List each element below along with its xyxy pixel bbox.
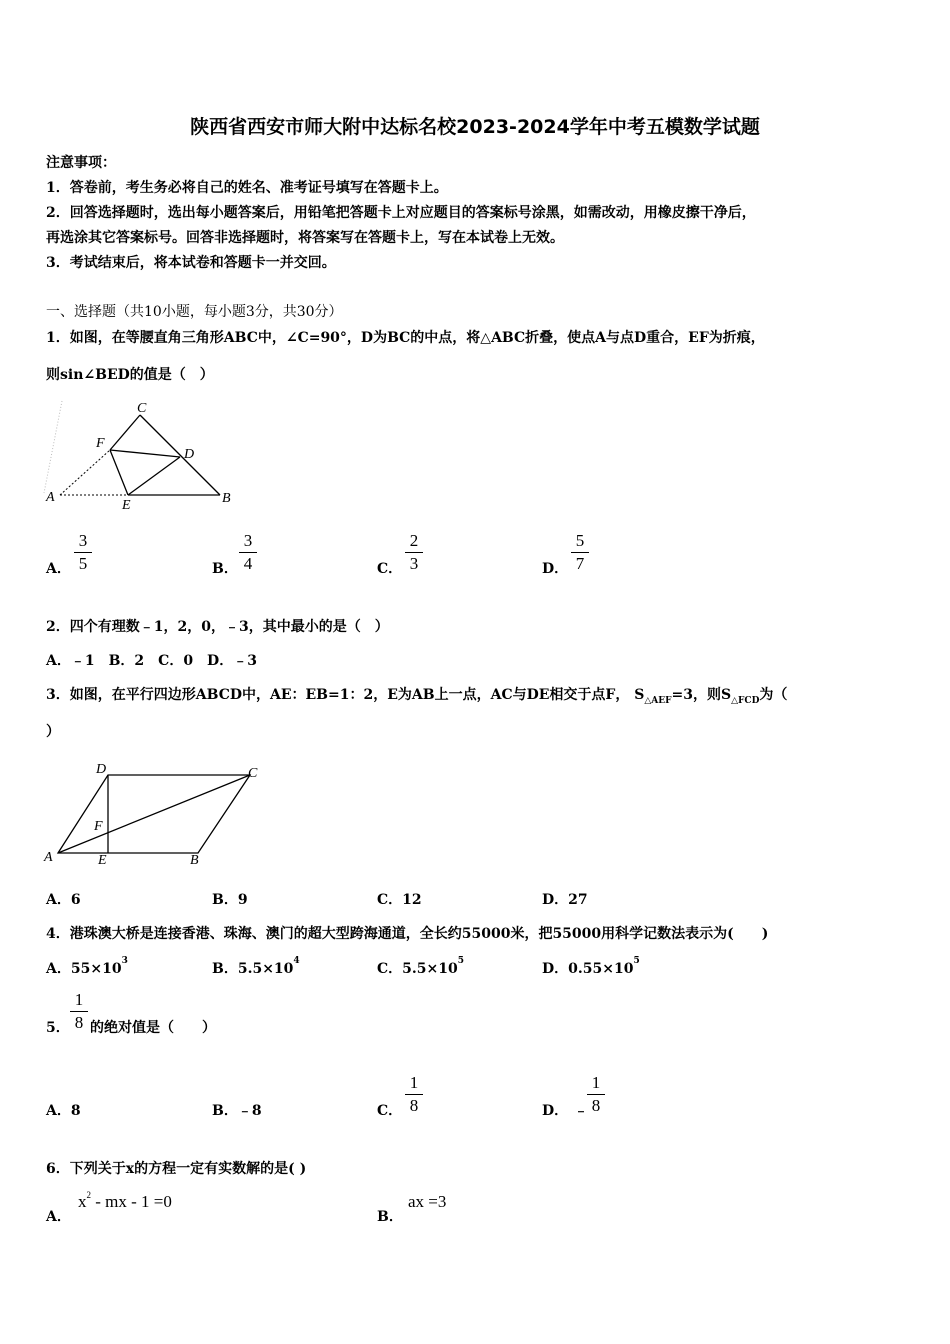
q5-stem-frac-den: 8 xyxy=(74,1013,84,1032)
q4-option-c-base: C．5.5×10 xyxy=(377,961,458,977)
q3-area-s2-sub: △FCD xyxy=(731,695,760,706)
q4-option-a-exp: 3 xyxy=(121,956,128,966)
q5-option-c-num: 1 xyxy=(409,1073,419,1092)
q1-label-d: D xyxy=(184,447,195,462)
q3-stem-tail: 为（ xyxy=(759,687,788,703)
q5-option-a: A．8 xyxy=(46,1103,81,1119)
q4-option-c xyxy=(377,958,464,978)
q3-label-f: F xyxy=(94,819,103,834)
q3-option-c: C．12 xyxy=(377,892,422,908)
q4-option-c-exp: 5 xyxy=(457,956,464,966)
q1-option-b-den: 4 xyxy=(243,554,253,573)
q3-area-s1: S xyxy=(634,687,645,703)
q1-option-d-letter: D． xyxy=(542,561,569,577)
q5-stem-frac-num: 1 xyxy=(74,990,84,1009)
q6-stem: 6．下列关于x的方程一定有实数解的是( ) xyxy=(46,1161,307,1177)
q5-number: 5． xyxy=(46,1020,70,1036)
notice-item-3: 3．考试结束后，将本试卷和答题卡一并交回。 xyxy=(46,255,336,271)
q1-label-f: F xyxy=(96,436,105,451)
q5-stem: 的绝对值是（ ） xyxy=(90,1020,216,1036)
q6-option-b-equation: ax =3 xyxy=(408,1192,447,1211)
q6-option-a-equation xyxy=(78,1192,172,1212)
q6-option-a-letter: A． xyxy=(46,1209,71,1225)
q5-option-d-den: 8 xyxy=(591,1096,601,1115)
q4-option-a xyxy=(46,958,128,978)
q1-option-d-den: 7 xyxy=(575,554,585,573)
q1-option-c-letter: C． xyxy=(377,561,403,577)
q4-option-d xyxy=(542,958,640,978)
q3-area-s1-sub: △AEF xyxy=(644,695,672,706)
q3-label-c: C xyxy=(248,766,258,781)
q1-option-a-fraction xyxy=(74,531,92,574)
q5-option-c-letter: C． xyxy=(377,1103,403,1119)
q4-option-a-base: A．55×10 xyxy=(46,961,122,977)
notice-item-2a: 2．回答选择题时，选出每小题答案后，用铅笔把答题卡上对应题目的答案标号涂黑，如需改动，用橡皮擦干净后， xyxy=(46,205,756,221)
q1-label-a: A xyxy=(46,490,55,505)
q4-option-b-base: B．5.5×10 xyxy=(212,961,294,977)
q4-option-b-exp: 4 xyxy=(293,956,300,966)
q1-figure xyxy=(40,395,240,515)
q5-stem-fraction xyxy=(70,990,88,1033)
q1-option-a-num: 3 xyxy=(78,531,88,550)
q5-option-d-letter: D． xyxy=(542,1103,569,1119)
q1-option-d-fraction xyxy=(571,531,589,574)
q1-stem-line2: 则sin∠BED的值是（ ） xyxy=(46,367,214,383)
q1-label-e: E xyxy=(122,498,131,513)
q1-option-c-fraction xyxy=(405,531,423,574)
notice-item-2b: 再选涂其它答案标号。回答非选择题时，将答案写在答题卡上，写在本试卷上无效。 xyxy=(46,230,564,246)
q3-stem-line1 xyxy=(46,684,787,706)
q4-option-b xyxy=(212,958,300,978)
q3-option-d: D．27 xyxy=(542,892,588,908)
q1-option-b-num: 3 xyxy=(243,531,253,550)
q1-option-a-den: 5 xyxy=(78,554,88,573)
q6-eq-a-exp: 2 xyxy=(86,1190,91,1200)
notice-item-1: 1．答卷前，考生务必将自己的姓名、准考证号填写在答题卡上。 xyxy=(46,180,448,196)
q5-option-b: B．﹣8 xyxy=(212,1103,262,1119)
q4-option-d-exp: 5 xyxy=(633,956,640,966)
q3-label-d: D xyxy=(96,762,107,777)
q2-options: A．﹣1 B．2 C．0 D．﹣3 xyxy=(46,653,257,669)
q1-label-c: C xyxy=(137,401,147,416)
section-heading: 一、选择题（共10小题，每小题3分，共30分） xyxy=(46,304,343,320)
q1-option-b-fraction xyxy=(239,531,257,574)
q1-option-b-letter: B． xyxy=(212,561,238,577)
q6-eq-a-rest: - mx - 1 =0 xyxy=(91,1192,172,1211)
q2-stem: 2．四个有理数﹣1，2，0，﹣3，其中最小的是（ ） xyxy=(46,619,389,635)
q5-option-d-sign: ﹣ xyxy=(574,1103,588,1119)
q3-label-a: A xyxy=(44,850,53,865)
notice-heading: 注意事项： xyxy=(46,155,116,171)
q6-option-b-letter: B． xyxy=(377,1209,403,1225)
q4-option-d-base: D．0.55×10 xyxy=(542,961,634,977)
q4-stem: 4．港珠澳大桥是连接香港、珠海、澳门的超大型跨海通道，全长约55000米，把55000用科学记数法表示为( ) xyxy=(46,926,769,942)
q1-option-d-num: 5 xyxy=(575,531,585,550)
q1-label-b: B xyxy=(222,491,231,506)
q5-option-d-num: 1 xyxy=(591,1073,601,1092)
q5-option-c-den: 8 xyxy=(409,1096,419,1115)
q3-label-e: E xyxy=(98,853,107,868)
q3-stem-line2: ） xyxy=(46,724,60,740)
q3-label-b: B xyxy=(190,853,199,868)
q3-area-s1-tail: =3，则S xyxy=(671,687,732,703)
q1-option-c-num: 2 xyxy=(409,531,419,550)
q3-option-b: B．9 xyxy=(212,892,248,908)
q5-option-d-fraction xyxy=(587,1073,605,1116)
q6-eq-a-x: x xyxy=(78,1192,87,1211)
q1-stem-line1: 1．如图，在等腰直角三角形ABC中，∠C=90°，D为BC的中点，将△ABC折叠，使点A与点D重合，EF为折痕， xyxy=(46,330,765,346)
q1-option-c-den: 3 xyxy=(409,554,419,573)
q5-option-c-fraction xyxy=(405,1073,423,1116)
q1-option-a-letter: A． xyxy=(46,561,71,577)
page-title: 陕西省西安市师大附中达标名校2023-2024学年中考五模数学试题 xyxy=(190,116,760,138)
q3-option-a: A．6 xyxy=(46,892,81,908)
q3-figure xyxy=(40,757,270,872)
q3-stem-text: 3．如图，在平行四边形ABCD中，AE：EB=1：2，E为AB上一点，AC与DE相交于点F， xyxy=(46,687,630,703)
